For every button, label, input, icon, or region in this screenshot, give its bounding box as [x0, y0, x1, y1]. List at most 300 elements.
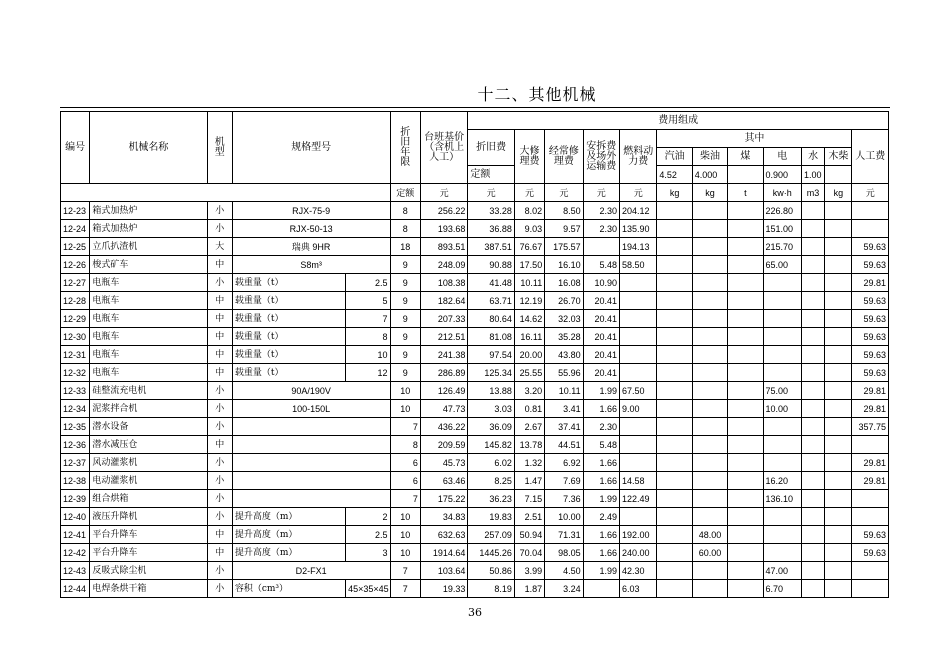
row-fuel-power	[620, 418, 657, 436]
row-life: 9	[390, 292, 420, 310]
row-labor: 59.63	[852, 292, 889, 310]
row-overhaul: 16.11	[514, 328, 544, 346]
row-type: 中	[207, 364, 232, 382]
row-life: 9	[390, 346, 420, 364]
row-fuel-5	[825, 526, 852, 544]
row-price: 182.64	[420, 292, 468, 310]
row-overhaul: 1.47	[514, 472, 544, 490]
row-overhaul: 2.51	[514, 508, 544, 526]
row-maintenance: 55.96	[545, 364, 583, 382]
row-fuel-1	[692, 238, 727, 256]
row-overhaul: 9.03	[514, 220, 544, 238]
row-life: 9	[390, 256, 420, 274]
row-code: 12-38	[61, 472, 90, 490]
machinery-cost-table	[60, 111, 889, 598]
row-name: 电瓶车	[90, 310, 207, 328]
row-name: 潜水减压仓	[90, 436, 207, 454]
row-spec-value: 2	[346, 508, 390, 526]
row-install: 1.66	[583, 544, 619, 562]
row-install: 20.41	[583, 328, 619, 346]
row-fuel-5	[825, 580, 852, 598]
row-maintenance: 7.69	[545, 472, 583, 490]
row-install: 2.30	[583, 418, 619, 436]
row-fuel-5	[825, 292, 852, 310]
row-fuel-power	[620, 292, 657, 310]
header-price: 台班基价（含机上人工）	[420, 112, 468, 184]
row-code: 12-42	[61, 544, 90, 562]
row-overhaul: 1.32	[514, 454, 544, 472]
row-fuel-1	[692, 292, 727, 310]
row-fuel-2	[728, 490, 763, 508]
header-labor: 人工费	[852, 130, 889, 184]
row-code: 12-40	[61, 508, 90, 526]
row-maintenance: 175.57	[545, 238, 583, 256]
row-labor: 29.81	[852, 454, 889, 472]
row-name: 电瓶车	[90, 328, 207, 346]
row-type: 中	[207, 526, 232, 544]
row-maintenance: 3.41	[545, 400, 583, 418]
row-fuel-2	[728, 238, 763, 256]
row-fuel-power: 192.00	[620, 526, 657, 544]
row-depreciation: 13.88	[468, 382, 515, 400]
row-depreciation: 50.86	[468, 562, 515, 580]
row-code: 12-39	[61, 490, 90, 508]
row-spec-value: 12	[346, 364, 390, 382]
row-fuel-power: 9.00	[620, 400, 657, 418]
row-spec	[232, 490, 390, 508]
row-life: 8	[390, 436, 420, 454]
row-fuel-5	[825, 436, 852, 454]
row-install: 1.99	[583, 490, 619, 508]
table-row	[61, 256, 889, 274]
row-life: 7	[390, 418, 420, 436]
row-fuel-2	[728, 526, 763, 544]
row-fuel-1	[692, 580, 727, 598]
row-spec	[232, 436, 390, 454]
row-maintenance: 43.80	[545, 346, 583, 364]
header-type: 机型	[207, 112, 232, 184]
row-install: 20.41	[583, 364, 619, 382]
fuel-name-0: 汽油	[657, 148, 692, 166]
row-code: 12-26	[61, 256, 90, 274]
row-fuel-0	[657, 418, 692, 436]
row-type: 小	[207, 472, 232, 490]
unit-life: 定额	[390, 184, 420, 202]
row-fuel-3: 10.00	[763, 400, 801, 418]
row-overhaul: 20.00	[514, 346, 544, 364]
row-type: 小	[207, 220, 232, 238]
row-type: 小	[207, 580, 232, 598]
row-spec	[232, 418, 390, 436]
row-life: 9	[390, 328, 420, 346]
row-fuel-2	[728, 292, 763, 310]
row-fuel-2	[728, 580, 763, 598]
row-fuel-3: 75.00	[763, 382, 801, 400]
unit-install: 元	[583, 184, 619, 202]
row-labor: 59.63	[852, 544, 889, 562]
row-spec-value: 5	[346, 292, 390, 310]
row-install: 1.66	[583, 526, 619, 544]
row-depreciation: 257.09	[468, 526, 515, 544]
row-name: 电瓶车	[90, 364, 207, 382]
row-fuel-3: 47.00	[763, 562, 801, 580]
row-price: 45.73	[420, 454, 468, 472]
row-labor	[852, 490, 889, 508]
row-fuel-4	[801, 310, 824, 328]
row-type: 中	[207, 346, 232, 364]
row-life: 10	[390, 508, 420, 526]
row-fuel-0	[657, 364, 692, 382]
row-spec: 提升高度（m）	[232, 508, 345, 526]
row-fuel-3	[763, 544, 801, 562]
row-install: 20.41	[583, 292, 619, 310]
row-code: 12-31	[61, 346, 90, 364]
row-install: 2.30	[583, 202, 619, 220]
row-type: 中	[207, 256, 232, 274]
row-code: 12-23	[61, 202, 90, 220]
row-fuel-3	[763, 418, 801, 436]
row-price: 632.63	[420, 526, 468, 544]
header-overhaul: 大修理费	[514, 130, 544, 184]
row-code: 12-28	[61, 292, 90, 310]
row-install	[583, 238, 619, 256]
row-type: 小	[207, 508, 232, 526]
row-labor: 29.81	[852, 274, 889, 292]
row-overhaul: 12.19	[514, 292, 544, 310]
row-price: 47.73	[420, 400, 468, 418]
unit-depreciation: 元	[468, 184, 515, 202]
row-fuel-power	[620, 454, 657, 472]
row-fuel-4	[801, 328, 824, 346]
header-cost-group: 费用组成	[468, 112, 889, 130]
unit-fuel-0: kg	[657, 184, 692, 202]
row-fuel-2	[728, 256, 763, 274]
row-labor: 59.63	[852, 256, 889, 274]
row-fuel-power	[620, 436, 657, 454]
row-fuel-2	[728, 472, 763, 490]
row-labor: 29.81	[852, 472, 889, 490]
row-maintenance: 35.28	[545, 328, 583, 346]
row-fuel-4	[801, 544, 824, 562]
row-type: 小	[207, 490, 232, 508]
row-price: 1914.64	[420, 544, 468, 562]
row-code: 12-30	[61, 328, 90, 346]
row-fuel-1	[692, 562, 727, 580]
header-maintenance: 经常修理费	[545, 130, 583, 184]
row-spec-value: 45×35×45	[346, 580, 390, 598]
row-maintenance: 16.08	[545, 274, 583, 292]
row-fuel-power	[620, 328, 657, 346]
row-depreciation: 63.71	[468, 292, 515, 310]
row-fuel-4	[801, 418, 824, 436]
row-fuel-5	[825, 220, 852, 238]
row-depreciation: 387.51	[468, 238, 515, 256]
row-fuel-0	[657, 256, 692, 274]
header-name: 机械名称	[90, 112, 207, 184]
row-install: 10.90	[583, 274, 619, 292]
row-fuel-5	[825, 364, 852, 382]
row-name: 平台升降车	[90, 544, 207, 562]
row-spec: 载重量（t）	[232, 292, 345, 310]
row-spec: S8m³	[232, 256, 390, 274]
row-fuel-1	[692, 454, 727, 472]
row-fuel-2	[728, 508, 763, 526]
row-fuel-0	[657, 544, 692, 562]
row-overhaul: 0.81	[514, 400, 544, 418]
row-spec: RJX-75-9	[232, 202, 390, 220]
row-fuel-power: 58.50	[620, 256, 657, 274]
row-labor: 59.63	[852, 238, 889, 256]
row-code: 12-41	[61, 526, 90, 544]
table-row	[61, 400, 889, 418]
row-labor: 59.63	[852, 310, 889, 328]
row-spec: 瑞典 9HR	[232, 238, 390, 256]
row-depreciation: 125.34	[468, 364, 515, 382]
row-fuel-2	[728, 346, 763, 364]
row-labor	[852, 562, 889, 580]
row-name: 潜水设备	[90, 418, 207, 436]
row-maintenance: 10.00	[545, 508, 583, 526]
row-fuel-4	[801, 472, 824, 490]
row-fuel-4	[801, 580, 824, 598]
row-name: 反吸式除尘机	[90, 562, 207, 580]
unit-fuel-5: kg	[825, 184, 852, 202]
row-fuel-3	[763, 274, 801, 292]
row-fuel-2	[728, 220, 763, 238]
row-install: 2.30	[583, 220, 619, 238]
row-fuel-4	[801, 274, 824, 292]
row-code: 12-32	[61, 364, 90, 382]
row-spec-value: 3	[346, 544, 390, 562]
header-life: 折旧年限	[390, 112, 420, 184]
row-overhaul: 8.02	[514, 202, 544, 220]
row-code: 12-43	[61, 562, 90, 580]
row-life: 7	[390, 580, 420, 598]
row-price: 893.51	[420, 238, 468, 256]
row-name: 梭式矿车	[90, 256, 207, 274]
row-maintenance: 26.70	[545, 292, 583, 310]
table-row	[61, 220, 889, 238]
row-spec: 100-150L	[232, 400, 390, 418]
row-price: 126.49	[420, 382, 468, 400]
row-price: 256.22	[420, 202, 468, 220]
row-fuel-2	[728, 454, 763, 472]
row-fuel-5	[825, 382, 852, 400]
row-install: 5.48	[583, 256, 619, 274]
row-maintenance: 71.31	[545, 526, 583, 544]
row-fuel-5	[825, 346, 852, 364]
row-code: 12-33	[61, 382, 90, 400]
row-life: 7	[390, 490, 420, 508]
row-type: 小	[207, 274, 232, 292]
row-install: 1.66	[583, 400, 619, 418]
row-type: 中	[207, 292, 232, 310]
row-fuel-power	[620, 508, 657, 526]
row-fuel-5	[825, 310, 852, 328]
row-name: 电瓶车	[90, 346, 207, 364]
row-fuel-2	[728, 400, 763, 418]
row-name: 立爪扒渣机	[90, 238, 207, 256]
row-labor: 59.63	[852, 346, 889, 364]
row-spec: RJX-50-13	[232, 220, 390, 238]
row-code: 12-34	[61, 400, 90, 418]
row-fuel-2	[728, 328, 763, 346]
row-price: 436.22	[420, 418, 468, 436]
row-fuel-4	[801, 382, 824, 400]
row-fuel-0	[657, 202, 692, 220]
row-fuel-power: 204.12	[620, 202, 657, 220]
row-life: 10	[390, 526, 420, 544]
unit-overhaul: 元	[514, 184, 544, 202]
row-maintenance: 44.51	[545, 436, 583, 454]
row-name: 电动灌浆机	[90, 472, 207, 490]
header-code: 编号	[61, 112, 90, 184]
row-install: 20.41	[583, 310, 619, 328]
row-install: 1.99	[583, 382, 619, 400]
table-row	[61, 454, 889, 472]
table-row	[61, 364, 889, 382]
row-life: 6	[390, 454, 420, 472]
row-overhaul: 2.67	[514, 418, 544, 436]
table-row	[61, 328, 889, 346]
row-life: 9	[390, 364, 420, 382]
row-fuel-1	[692, 256, 727, 274]
row-fuel-power: 14.58	[620, 472, 657, 490]
row-depreciation: 41.48	[468, 274, 515, 292]
row-fuel-3	[763, 292, 801, 310]
row-spec: D2-FX1	[232, 562, 390, 580]
row-life: 7	[390, 562, 420, 580]
unit-fuel-4: m3	[801, 184, 824, 202]
row-fuel-3: 65.00	[763, 256, 801, 274]
row-fuel-5	[825, 274, 852, 292]
row-depreciation: 81.08	[468, 328, 515, 346]
row-fuel-2	[728, 544, 763, 562]
row-depreciation: 8.19	[468, 580, 515, 598]
table-row	[61, 562, 889, 580]
row-type: 小	[207, 562, 232, 580]
row-fuel-0	[657, 400, 692, 418]
row-depreciation: 145.82	[468, 436, 515, 454]
row-spec-value: 2.5	[346, 274, 390, 292]
row-labor: 59.63	[852, 328, 889, 346]
row-depreciation: 6.02	[468, 454, 515, 472]
row-life: 10	[390, 382, 420, 400]
fuel-price-4: 1.00	[801, 166, 824, 184]
row-spec: 提升高度（m）	[232, 544, 345, 562]
header-spec: 规格型号	[232, 112, 390, 184]
row-price: 286.89	[420, 364, 468, 382]
row-spec: 容积（cm³）	[232, 580, 345, 598]
row-fuel-0	[657, 526, 692, 544]
row-fuel-3	[763, 508, 801, 526]
row-code: 12-35	[61, 418, 90, 436]
row-spec: 载重量（t）	[232, 364, 345, 382]
row-install: 1.66	[583, 472, 619, 490]
row-fuel-4	[801, 220, 824, 238]
row-price: 63.46	[420, 472, 468, 490]
row-price: 108.38	[420, 274, 468, 292]
row-maintenance: 6.92	[545, 454, 583, 472]
row-depreciation: 8.25	[468, 472, 515, 490]
row-maintenance: 10.11	[545, 382, 583, 400]
row-labor: 357.75	[852, 418, 889, 436]
row-labor	[852, 202, 889, 220]
row-maintenance: 7.36	[545, 490, 583, 508]
row-type: 小	[207, 400, 232, 418]
row-install: 2.49	[583, 508, 619, 526]
row-fuel-power: 122.49	[620, 490, 657, 508]
row-labor: 59.63	[852, 526, 889, 544]
row-type: 小	[207, 202, 232, 220]
row-spec-value: 8	[346, 328, 390, 346]
row-spec-value: 7	[346, 310, 390, 328]
row-fuel-2	[728, 418, 763, 436]
table-row	[61, 292, 889, 310]
row-price: 207.33	[420, 310, 468, 328]
row-fuel-0	[657, 508, 692, 526]
table-row	[61, 382, 889, 400]
table-row	[61, 508, 889, 526]
row-fuel-1	[692, 436, 727, 454]
row-fuel-3	[763, 328, 801, 346]
row-fuel-0	[657, 328, 692, 346]
page-title: 十二、其他机械	[477, 85, 597, 104]
row-fuel-2	[728, 382, 763, 400]
row-fuel-4	[801, 202, 824, 220]
row-overhaul: 14.62	[514, 310, 544, 328]
row-code: 12-36	[61, 436, 90, 454]
row-spec: 载重量（t）	[232, 274, 345, 292]
row-type: 中	[207, 310, 232, 328]
row-fuel-1: 48.00	[692, 526, 727, 544]
row-type: 中	[207, 544, 232, 562]
table-row	[61, 472, 889, 490]
row-type: 中	[207, 436, 232, 454]
table-row	[61, 580, 889, 598]
row-fuel-0	[657, 472, 692, 490]
unit-fuel-3: kw·h	[763, 184, 801, 202]
row-fuel-1	[692, 508, 727, 526]
row-fuel-1	[692, 364, 727, 382]
row-overhaul: 17.50	[514, 256, 544, 274]
row-fuel-2	[728, 436, 763, 454]
row-spec: 载重量（t）	[232, 346, 345, 364]
row-name: 箱式加热炉	[90, 220, 207, 238]
row-depreciation: 33.28	[468, 202, 515, 220]
row-overhaul: 3.99	[514, 562, 544, 580]
row-fuel-2	[728, 310, 763, 328]
row-depreciation: 36.88	[468, 220, 515, 238]
fuel-name-2: 煤	[728, 148, 763, 166]
row-fuel-4	[801, 508, 824, 526]
row-fuel-0	[657, 238, 692, 256]
row-fuel-1	[692, 202, 727, 220]
row-name: 电瓶车	[90, 292, 207, 310]
row-name: 硅整流充电机	[90, 382, 207, 400]
row-fuel-power: 194.13	[620, 238, 657, 256]
fuel-name-4: 水	[801, 148, 824, 166]
row-depreciation: 3.03	[468, 400, 515, 418]
row-fuel-power	[620, 310, 657, 328]
row-type: 小	[207, 418, 232, 436]
row-fuel-4	[801, 292, 824, 310]
row-price: 19.33	[420, 580, 468, 598]
row-fuel-1	[692, 310, 727, 328]
row-life: 6	[390, 472, 420, 490]
row-code: 12-27	[61, 274, 90, 292]
row-price: 209.59	[420, 436, 468, 454]
